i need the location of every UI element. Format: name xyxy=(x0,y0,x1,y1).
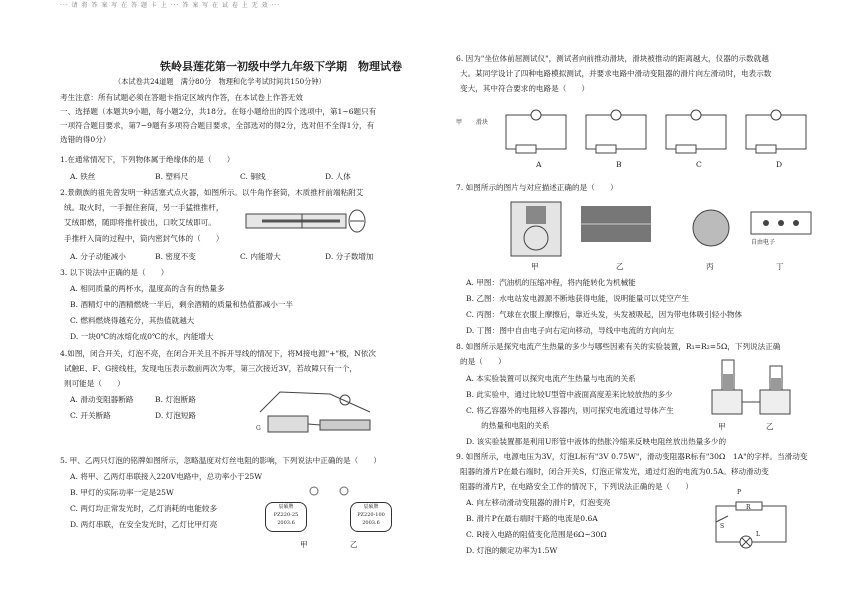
lamp-b-date: 2003.6 xyxy=(362,520,380,526)
q8-line2: 的是（ ） xyxy=(460,357,506,366)
q6-line1: 6. 因为"坐位体前屈测试仪"，测试者向前推动滑块，滑块被推动的距离越大，仪器的示数就越 xyxy=(456,54,769,63)
q8-fig-jia: 甲 xyxy=(718,422,726,431)
q8-option-b: B. 此实验中，通过比较U型管中液面高度差来比较放热的多少 xyxy=(466,390,673,399)
q2-line3: 艾绒即燃，随即将推杆拔出，口吹艾绒即可。 xyxy=(64,218,216,227)
bulb-icons xyxy=(300,484,360,498)
lamp-b-brand: 辰硕牌 xyxy=(363,504,379,510)
q2-line4: 手推杆入筒的过程中，筒内密封气体的（ ） xyxy=(64,234,224,243)
q1-option-a: A. 铁丝 xyxy=(70,172,96,181)
notice: 考生注意：所有试题必须在答题卡指定区域内作答，在本试卷上作答无效 xyxy=(60,93,303,102)
fire-piston-figure xyxy=(242,206,382,236)
q7-option-d: D. 丁图：图中自由电子向右定向移动，导线中电流的方向向左 xyxy=(466,326,675,335)
q7-fig-ding: 丁 xyxy=(776,262,784,271)
q6-circuits-figure xyxy=(496,105,826,163)
top-band-text: ··· 请 将 答 案 写 在 答 题 卡 上 ··· 答 案 写 在 试 卷 上 无 效 ··· xyxy=(60,2,281,9)
lamp-a-brand: 辰硕牌 xyxy=(278,504,294,510)
q1-stem: 1.在通常情况下，下列物体属于绝缘体的是（ ） xyxy=(60,155,235,164)
q2-option-b: B. 密度不变 xyxy=(155,252,196,261)
q9-line3: 阻器的滑片P，在电路安全工作的情况下，下列说法正确的是（ ） xyxy=(460,482,693,491)
q2-option-a: A. 分子动能减小 xyxy=(70,252,126,261)
q6-option-b: B xyxy=(616,160,622,169)
q9-line1: 9. 如图所示，电源电压为3V，灯泡L标有"3V 0.75W"，滑动变阻器R标有"30Ω 1A"的字样。当滑动变 xyxy=(456,452,808,461)
svg-text:G: G xyxy=(256,425,261,432)
left-column xyxy=(60,0,420,608)
q4-line1: 4.如图，闭合开关，灯泡不亮，在闭合开关且不拆开导线的情况下，将M接电源"+"极，N依次 xyxy=(60,349,376,358)
q7-fig-yi: 乙 xyxy=(616,262,624,271)
q9-option-c: C. R接入电路的阻值变化范围是6Ω~30Ω xyxy=(466,530,607,539)
q7-stem: 7. 如图所示的图片与对应描述正确的是（ ） xyxy=(456,183,618,192)
q5-option-d: D. 两灯串联，在安全发光时，乙灯比甲灯亮 xyxy=(70,520,218,529)
q5-option-c: C. 两灯均正常发光时，乙灯消耗的电能较多 xyxy=(70,504,218,513)
q6-option-a: A xyxy=(536,160,542,169)
q9-label-r: R xyxy=(746,504,751,511)
q9-label-p: P xyxy=(737,489,742,496)
q2-line1: 2.景颇族的祖先曾发明一种活塞式点火器，如图所示。以牛角作套筒，木质推杆前端粘附艾 xyxy=(60,188,364,197)
exam-title: 铁岭县莲花第一初级中学九年级下学期 物理试卷 xyxy=(160,60,402,73)
q4-option-a: A. 滑动变阻器断路 xyxy=(70,395,134,404)
q4-option-c: C. 开关断路 xyxy=(70,411,111,420)
section1-line3: 选错的得0分） xyxy=(60,135,111,144)
lamp-label-a: 甲 xyxy=(300,540,308,549)
q9-label-l: L xyxy=(756,531,760,538)
q7-option-b: B. 乙图：水电站发电源源不断地获得电能，说明能量可以凭空产生 xyxy=(466,294,690,303)
q4-option-b: B. 灯泡断路 xyxy=(155,395,196,404)
q2-option-c: C. 内能增大 xyxy=(240,252,281,261)
lamp-a-date: 2003.6 xyxy=(277,520,295,526)
q7-fig-jia: 甲 xyxy=(531,262,539,271)
q6-fig-label-slider: 滑块 xyxy=(476,119,489,126)
q6-fig-label-jia: 甲 xyxy=(456,119,463,126)
q8-option-d: D. 该实验装置都是利用U形管中液体的热胀冷缩来反映电阻丝放出热量多少的 xyxy=(466,437,727,446)
q6-line2: 大。某同学设计了四种电路模拟测试，并要求电路中滑动变阻器的滑片向左滑动时，电表示数 xyxy=(460,69,772,78)
q8-line1: 8. 如图所示是探究电流产生热量的多少与哪些因素有关的实验装置，R₁=R₂=5Ω，下列说法正确 xyxy=(456,342,781,351)
q3-option-c: C. 燃料燃烧得越充分，其热值就越大 xyxy=(70,316,195,325)
right-column xyxy=(456,0,826,608)
q5-option-b: B. 甲灯的实际功率一定是25W xyxy=(70,488,174,497)
q6-option-d: D xyxy=(776,160,783,169)
section1-line1: 一、选择题（本题共9小题，每小题2分，共18分。在每小题给出的四个选项中，第1~6题只有 xyxy=(60,107,377,116)
q4-line2: 试触E、F、G接线柱，发现电压表示数前两次为零，第三次接近3V，若故障只有一个， xyxy=(64,364,357,373)
q1-option-d: D. 人体 xyxy=(325,172,351,181)
lamp-label-b: 乙 xyxy=(350,540,358,549)
q7-option-a: A. 甲图：汽油机的压缩冲程，将内能转化为机械能 xyxy=(466,278,636,287)
q9-label-s: S xyxy=(720,523,725,530)
lamp-a-rating: PZ220-25 xyxy=(273,512,299,518)
q5-option-a: A. 将甲、乙两灯串联接入220V电路中，总功率小于25W xyxy=(70,472,263,481)
lamp-b-plate xyxy=(350,502,392,532)
q2-option-d: D. 分子数增加 xyxy=(325,252,374,261)
q4-circuit-figure xyxy=(250,382,390,442)
q9-option-a: A. 向左移动滑动变阻器的滑片P，灯泡变亮 xyxy=(466,498,611,507)
q3-option-a: A. 相同质量的两杯水，温度高的含有的热量多 xyxy=(70,284,225,293)
q7-electron-label: 自由电子 xyxy=(751,239,776,246)
q4-line3: 则可能是（ ） xyxy=(64,379,125,388)
q9-option-b: B. 滑片P在最右端时干路的电流是0.6A xyxy=(466,514,598,523)
q7-images-figure xyxy=(501,198,821,260)
lamp-b-rating: PZ220-100 xyxy=(357,512,385,518)
q1-option-b: B. 塑料尺 xyxy=(155,172,189,181)
q8-apparatus-figure xyxy=(704,352,804,422)
q2-line2: 绒。取火时，一手握住套筒，另一手猛推推杆， xyxy=(64,203,224,212)
q8-option-a: A. 本实验装置可以探究电流产生热量与电流的关系 xyxy=(466,374,636,383)
q1-option-c: C. 铜线 xyxy=(240,172,266,181)
q8-fig-yi: 乙 xyxy=(766,422,774,431)
q6-option-c: C xyxy=(696,160,702,169)
q9-line2: 阻器的滑片P在最右端时，闭合开关S，灯泡正常发光，通过灯泡的电流为0.5A。移动滑动变 xyxy=(460,467,769,476)
exam-subtitle: （本试卷共24道题 满分80分 物理和化学考试时间共150分钟） xyxy=(114,77,326,86)
section1-line2: 一项符合题目要求，第7~9题有多项符合题目要求，全部选对的得2分，选对但不全得1分，有 xyxy=(60,121,375,130)
q6-line3: 变大，其中符合要求的电路是（ ） xyxy=(460,84,590,93)
q7-option-c: C. 丙图：气球在衣服上摩擦后，靠近头发，头发被吸起，因为带电体吸引轻小物体 xyxy=(466,310,743,319)
q4-option-d: D. 灯泡短路 xyxy=(155,411,197,420)
q8-option-c: C. 将乙容器外的电阻移入容器内，则可探究电流通过导体产生 xyxy=(466,406,674,415)
q5-stem: 5. 甲、乙两只灯泡的铭牌如图所示，忽略温度对灯丝电阻的影响，下列说法中正确的是（ ） xyxy=(60,456,381,465)
q3-option-d: D. 一块0℃的冰熔化成0℃的水，内能增大 xyxy=(70,332,214,341)
q9-option-d: D. 灯泡的额定功率为1.5W xyxy=(466,546,558,555)
lamp-a-plate xyxy=(265,502,307,532)
q3-option-b: B. 酒精灯中的酒精燃烧一半后，剩余酒精的质量和热值都减小一半 xyxy=(70,300,294,309)
q7-fig-bing: 丙 xyxy=(706,262,714,271)
q8-option-c-cont: 的热量和电阻的关系 xyxy=(466,421,550,430)
q3-stem: 3. 以下说法中正确的是（ ） xyxy=(60,268,169,277)
